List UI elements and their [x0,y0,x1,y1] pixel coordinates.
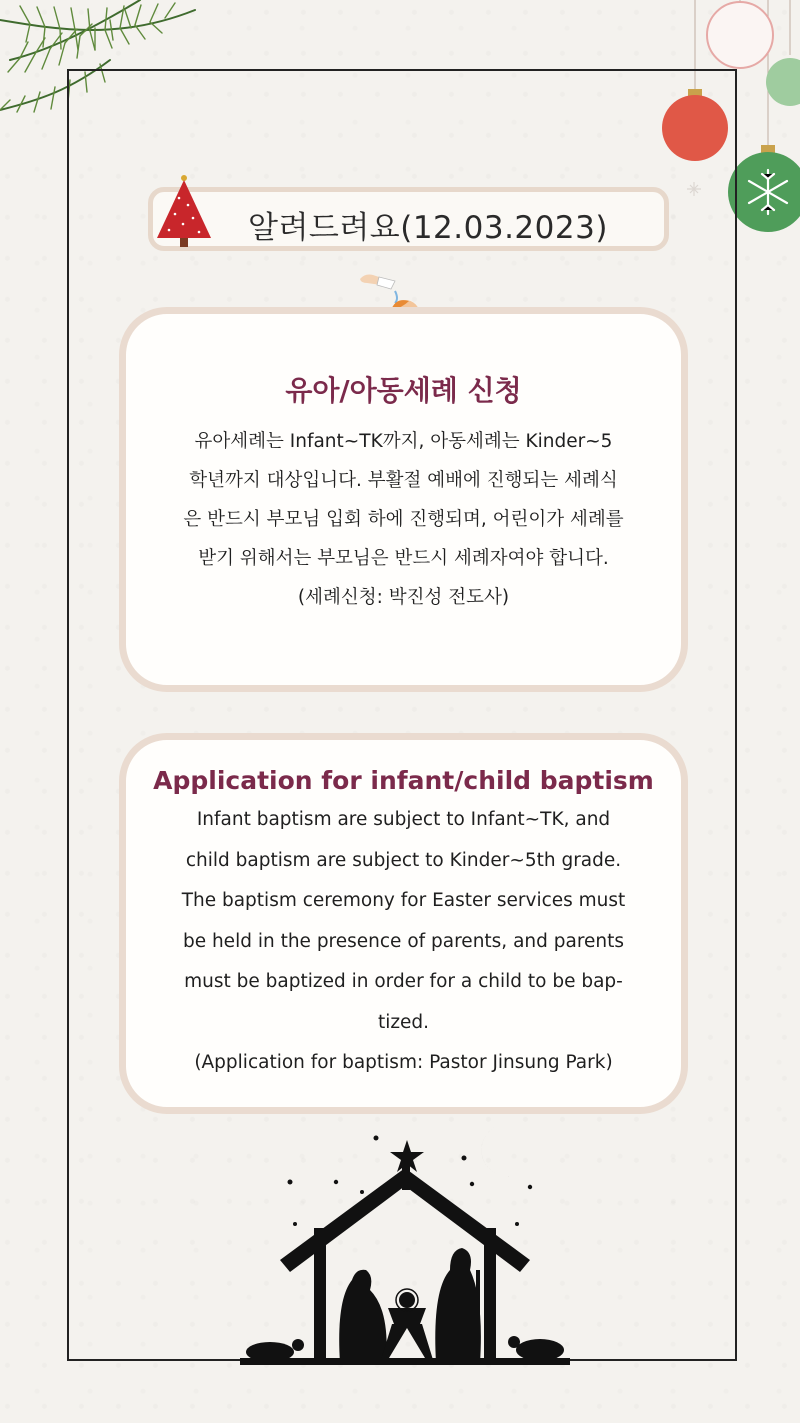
korean-card-body [140,422,667,617]
christmas-tree-icon [153,172,215,256]
english-card-line: must be baptized in order for a child to be bap- [184,971,623,992]
english-card-title: Application for infant/child baptism [153,766,654,795]
korean-card-line: 은 반드시 부모님 입회 하에 진행되며, 어린이가 세례를 [183,509,624,530]
korean-card-line: 학년까지 대상입니다. 부활절 예배에 진행되는 세례식 [189,470,618,491]
korean-card-line: 유아세례는 Infant~TK까지, 아동세례는 Kinder~5 [194,431,613,452]
korean-card-contact: (세례신청: 박진성 전도사) [297,587,510,608]
english-card-line: child baptism are subject to Kinder~5th grade. [185,849,622,871]
korean-card-line: 받기 위해서는 부모님은 반드시 세례자여야 합니다. [198,548,609,569]
english-card-contact: (Application for baptism: Pastor Jinsung Park) [194,1052,613,1073]
english-notice-card [119,733,688,1114]
korean-card-title: 유아/아동세례 신청 [285,374,522,407]
nativity-scene-icon [240,1120,570,1365]
english-card-line: The baptism ceremony for Easter services must [181,890,626,911]
korean-notice-card [119,307,688,692]
title-bar [148,187,669,251]
english-card-line: be held in the presence of parents, and parents [182,930,625,952]
english-card-body [140,800,667,1084]
english-card-line: tized. [377,1011,430,1033]
english-card-line: Infant baptism are subject to Infant~TK, and [196,809,611,830]
page-title: 알려드려요(12.03.2023) [248,210,608,246]
